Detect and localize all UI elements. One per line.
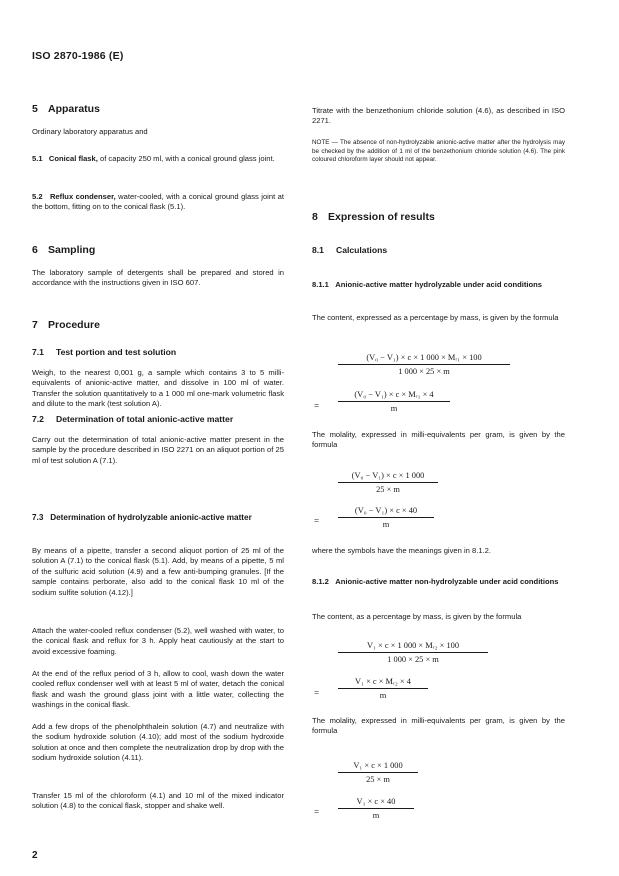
clause-7-3-p4: Add a few drops of the phenolphthalein solution (4.7) and neutralize with the sodium hydroxide solution (4.10); add most of the sodium hydroxide solution at once and then complete the neutralization drop by drop with the sodium hydroxide solution (4.11). bbox=[32, 722, 284, 763]
titrate-text: Titrate with the benzethonium chloride solution (4.6), as described in ISO 2271. bbox=[312, 106, 565, 126]
section-6-text: The laboratory sample of detergents shall be prepared and stored in accordance with the instructions given in ISO 607. bbox=[32, 268, 284, 288]
section-6-heading: 6 Sampling bbox=[32, 244, 96, 256]
clause-8-1-1-heading: 8.1.1 Anionic-active matter hydrolyzable under acid conditions bbox=[312, 280, 542, 289]
formula-molality-non-hydrolyzable: $\frac{\text{V₁ × c × 1 000}}{25 \times m}$ bbox=[338, 761, 418, 784]
clause-7-3-heading: 7.3 Determination of hydrolyzable anionic-active matter bbox=[32, 513, 252, 522]
clause-7-3-p1: By means of a pipette, transfer a second aliquot portion of 25 ml of the solution A (7.1) to the conical flask (5.1). Add, by means of a pipette, 5 ml of the sulfuric acid solution (4.9) and a few anti-bumping granules. [If the sample contains perborate, also add to the conical flask 10 ml of the sodium sulfite solution (4.12).] bbox=[32, 546, 284, 597]
equals-sign: = bbox=[314, 688, 320, 698]
note: NOTE — The absence of non-hydrolyzable anionic-active matter after the hydrolysis may be checked by the addition of 1 ml of the benzethonium chloride solution (4.6). The pink coloured chloroform layer should not appear. bbox=[312, 139, 565, 164]
clause-5-2: 5.2 Reflux condenser, water-cooled, with a conical ground glass joint at the bottom, fitting on to the conical flask (5.1). bbox=[32, 192, 284, 212]
equals-sign: = bbox=[314, 516, 320, 526]
formula-content-hydrolyzable: $\frac{\text{(V₀ − V₁) × c × 1 000 × Mᵣ₁ × 100}}{1 000 \times 25 \times m}$ bbox=[338, 353, 510, 376]
clause-5-1: 5.1 Conical flask, of capacity 250 ml, with a conical ground glass joint. bbox=[32, 154, 275, 163]
equals-sign: = bbox=[314, 401, 320, 411]
clause-8-1-1-p3: where the symbols have the meanings given in 8.1.2. bbox=[312, 546, 491, 555]
formula-molality-hydrolyzable: $\frac{\text{(V₀ − V₁) × c × 1 000}}{25 \times m}$ bbox=[338, 471, 438, 494]
clause-7-2-text: Carry out the determination of total anionic-active matter present in the sample by the procedure described in ISO 2271 on an aliquot portion of 25 ml of test solution A (7.1). bbox=[32, 435, 284, 465]
section-5-intro: Ordinary laboratory apparatus and bbox=[32, 127, 148, 136]
clause-8-1-2-p1: The content, as a percentage by mass, is given by the formula bbox=[312, 612, 522, 621]
formula-molality-hydrolyzable-simplified: $\frac{\text{(V₀ − V₁) × c × 40}}{m}$ bbox=[338, 506, 434, 529]
clause-8-1-heading: 8.1 Calculations bbox=[312, 245, 388, 255]
clause-8-1-2-p2: The molality, expressed in milli-equivalents per gram, is given by the formula bbox=[312, 716, 565, 736]
document-header: ISO 2870-1986 (E) bbox=[32, 50, 124, 62]
page-number: 2 bbox=[32, 850, 38, 861]
clause-7-2-heading: 7.2 Determination of total anionic-active matter bbox=[32, 414, 234, 424]
clause-8-1-1-p1: The content, expressed as a percentage by mass, is given by the formula bbox=[312, 313, 559, 322]
section-5-heading: 5 Apparatus bbox=[32, 103, 100, 115]
clause-7-1-text: Weigh, to the nearest 0,001 g, a sample which contains 3 to 5 milli-equivalents of anionic-active matter, and dissolve in 100 ml of water. Transfer the solution quantitatively to a 1 000 ml one-mark volumetric flask and dilute to the mark (test solution A). bbox=[32, 368, 284, 409]
formula-content-hydrolyzable-simplified: $\frac{\text{(V₀ − V₁) × c × Mᵣ₁ × 4}}{m}$ bbox=[338, 390, 450, 413]
clause-7-3-p3: At the end of the reflux period of 3 h, allow to cool, wash down the water cooled reflux condenser well with at least 5 ml of water, detach the conical flask and wash the ground glass joint with a little water, collecting the washings in the conical flask. bbox=[32, 669, 284, 710]
clause-7-3-p2: Attach the water-cooled reflux condenser (5.2), well washed with water, to the conical flask and reflux for 3 h. Apply heat cautiously at the start to avoid excessive foaming. bbox=[32, 626, 284, 656]
section-7-heading: 7 Procedure bbox=[32, 319, 100, 331]
formula-molality-non-hydrolyzable-simplified: $\frac{\text{V₁ × c × 40}}{m}$ bbox=[338, 797, 414, 820]
clause-8-1-1-p2: The molality, expressed in milli-equivalents per gram, is given by the formula bbox=[312, 430, 565, 450]
clause-7-1-heading: 7.1 Test portion and test solution bbox=[32, 347, 177, 357]
formula-content-non-hydrolyzable-simplified: $\frac{\text{V₁ × c × Mᵣ₂ × 4}}{m}$ bbox=[338, 677, 428, 700]
clause-7-3-p5: Transfer 15 ml of the chloroform (4.1) and 10 ml of the mixed indicator solution (4.8) to the conical flask, stopper and shake well. bbox=[32, 791, 284, 811]
equals-sign: = bbox=[314, 807, 320, 817]
formula-content-non-hydrolyzable: $\frac{\text{V₁ × c × 1 000 × Mᵣ₂ × 100}}{1 000 \times 25 \times m}$ bbox=[338, 641, 488, 664]
section-8-heading: 8 Expression of results bbox=[312, 211, 435, 223]
clause-8-1-2-heading: 8.1.2 Anionic-active matter non-hydrolyzable under acid conditions bbox=[312, 577, 559, 586]
